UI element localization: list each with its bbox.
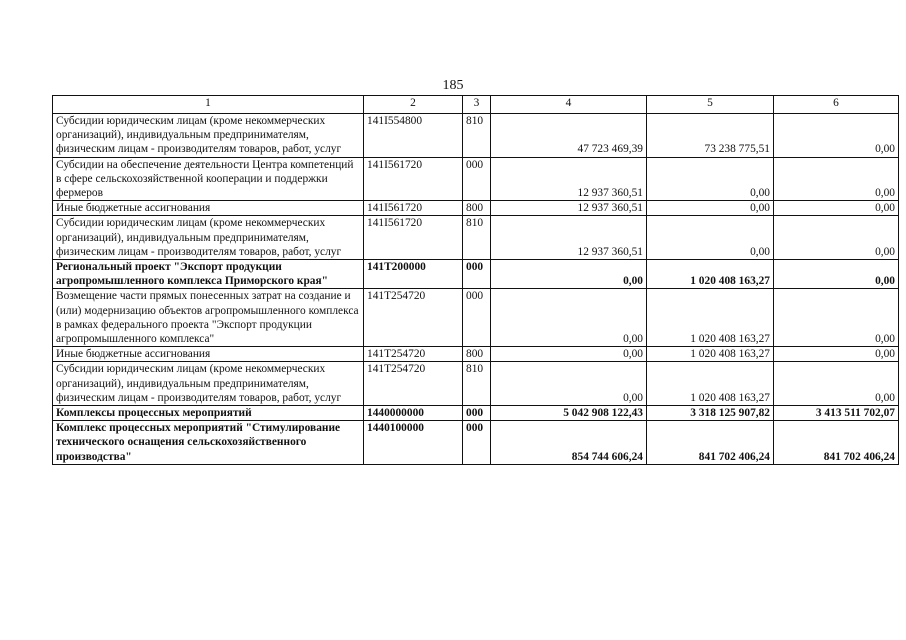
header-row (53, 96, 899, 114)
table-row (53, 114, 899, 158)
row-value-5: 0,00 (647, 201, 774, 216)
row-name: Субсидии юридическим лицам (кроме некоммерческих организаций), индивидуальным предпринимателям, физическим лицам - производителям товаров, работ, услуг (53, 362, 364, 406)
row-code: 1440000000 (364, 406, 463, 421)
header-col-3: 3 (463, 96, 491, 114)
row-code: 141T200000 (364, 260, 463, 289)
row-value-4: 12 937 360,51 (491, 216, 647, 260)
table-row (53, 289, 899, 347)
header-col-5: 5 (647, 96, 774, 114)
row-expense-type: 810 (463, 216, 491, 260)
row-value-4: 0,00 (491, 260, 647, 289)
row-name: Субсидии на обеспечение деятельности Центра компетенций в сфере сельскохозяйственной кооперации и поддержки фермеров (53, 157, 364, 201)
row-value-6: 0,00 (774, 289, 899, 347)
header-col-1: 1 (53, 96, 364, 114)
budget-table (52, 95, 899, 465)
row-name: Возмещение части прямых понесенных затрат на создание и (или) модернизацию объектов агропромышленного комплекса в рамках федерального проекта "Экспорт продукции агропромышленного комплекса" (53, 289, 364, 347)
row-value-4: 0,00 (491, 289, 647, 347)
row-value-6: 0,00 (774, 260, 899, 289)
row-value-5: 0,00 (647, 216, 774, 260)
row-value-5: 3 318 125 907,82 (647, 406, 774, 421)
row-expense-type: 000 (463, 260, 491, 289)
row-name: Иные бюджетные ассигнования (53, 201, 364, 216)
table-row-section (53, 260, 899, 289)
header-col-4: 4 (491, 96, 647, 114)
row-value-4: 0,00 (491, 362, 647, 406)
row-expense-type: 000 (463, 289, 491, 347)
row-value-6: 0,00 (774, 347, 899, 362)
row-code: 141T254720 (364, 347, 463, 362)
row-value-4: 12 937 360,51 (491, 157, 647, 201)
row-value-6: 0,00 (774, 114, 899, 158)
row-code: 141I561720 (364, 157, 463, 201)
row-value-4: 0,00 (491, 347, 647, 362)
row-value-6: 0,00 (774, 216, 899, 260)
row-code: 141T254720 (364, 362, 463, 406)
row-value-5: 1 020 408 163,27 (647, 347, 774, 362)
row-value-5: 73 238 775,51 (647, 114, 774, 158)
table-row-section (53, 406, 899, 421)
row-value-5: 0,00 (647, 157, 774, 201)
row-value-5: 841 702 406,24 (647, 421, 774, 465)
row-code: 1440100000 (364, 421, 463, 465)
row-expense-type: 800 (463, 347, 491, 362)
row-value-4: 47 723 469,39 (491, 114, 647, 158)
table-row (53, 201, 899, 216)
row-expense-type: 810 (463, 114, 491, 158)
row-name: Субсидии юридическим лицам (кроме некоммерческих организаций), индивидуальным предпринимателям, физическим лицам - производителям товаров, работ, услуг (53, 114, 364, 158)
table-row-section (53, 421, 899, 465)
row-name: Региональный проект "Экспорт продукции агропромышленного комплекса Приморского края" (53, 260, 364, 289)
row-expense-type: 810 (463, 362, 491, 406)
row-value-4: 12 937 360,51 (491, 201, 647, 216)
table-row (53, 157, 899, 201)
row-expense-type: 000 (463, 157, 491, 201)
row-name: Субсидии юридическим лицам (кроме некоммерческих организаций), индивидуальным предпринимателям, физическим лицам - производителям товаров, работ, услуг (53, 216, 364, 260)
table-row (53, 347, 899, 362)
row-value-6: 0,00 (774, 157, 899, 201)
row-expense-type: 000 (463, 421, 491, 465)
row-name: Иные бюджетные ассигнования (53, 347, 364, 362)
row-code: 141T254720 (364, 289, 463, 347)
row-code: 141I554800 (364, 114, 463, 158)
header-col-6: 6 (774, 96, 899, 114)
row-expense-type: 000 (463, 406, 491, 421)
page-number: 185 (442, 78, 464, 93)
row-value-6: 3 413 511 702,07 (774, 406, 899, 421)
table-row (53, 362, 899, 406)
row-name: Комплексы процессных мероприятий (53, 406, 364, 421)
row-value-4: 854 744 606,24 (491, 421, 647, 465)
row-code: 141I561720 (364, 216, 463, 260)
row-name: Комплекс процессных мероприятий "Стимулирование технического оснащения сельскохозяйственного производства" (53, 421, 364, 465)
row-code: 141I561720 (364, 201, 463, 216)
row-value-5: 1 020 408 163,27 (647, 289, 774, 347)
row-value-6: 841 702 406,24 (774, 421, 899, 465)
header-col-2: 2 (364, 96, 463, 114)
row-value-6: 0,00 (774, 362, 899, 406)
row-value-6: 0,00 (774, 201, 899, 216)
table-row (53, 216, 899, 260)
row-value-4: 5 042 908 122,43 (491, 406, 647, 421)
row-value-5: 1 020 408 163,27 (647, 260, 774, 289)
row-value-5: 1 020 408 163,27 (647, 362, 774, 406)
row-expense-type: 800 (463, 201, 491, 216)
